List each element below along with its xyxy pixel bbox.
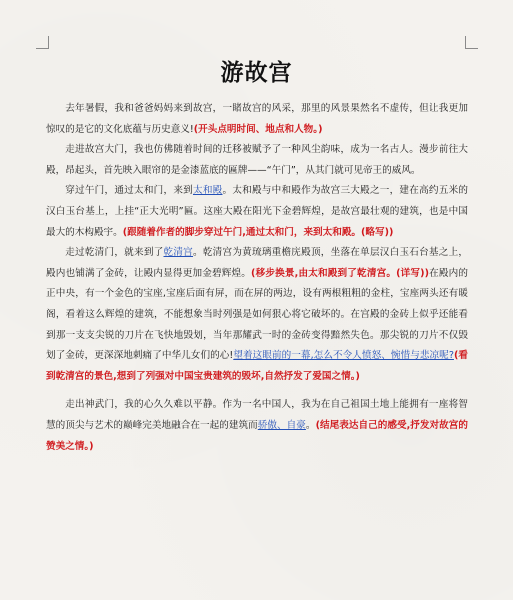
paragraph-2 (46, 140, 468, 181)
paragraph-4-text-before: 走过乾清门，就来到了 (65, 247, 164, 259)
paragraph-1 (46, 99, 468, 140)
annotation-3: (跟随着作者的脚步穿过午门,通过太和门，来到太和殿。(略写)) (122, 226, 394, 238)
link-proud[interactable]: 骄傲、自豪 (257, 419, 306, 431)
paragraph-3 (46, 181, 468, 243)
essay-body (46, 99, 468, 457)
paragraph-3-text-after: 。太和殿与中和殿作为故宫三大殿之一，建在高约五米的汉白玉台基上，上挂“正大光明”匾。这座大殿在阳光下金碧辉煌，是故宫最壮观的建筑，也是中国最大的木构殿宇。 (46, 185, 469, 238)
link-qianqing-palace[interactable]: 乾清宫 (163, 247, 193, 259)
paragraph-5-text-after: 。 (305, 419, 316, 431)
paragraph-5-text-before: 走出神武门，我的心久久难以平静。作为一名中国人，我为在自己祖国土地上能拥有一座将智慧的顶尖与艺术的巅峰完美地融合在一起的建筑而 (46, 399, 468, 431)
annotation-4: (移步换景,由太和殿到了乾清宫。(详写)) (251, 267, 429, 279)
paragraph-4 (46, 243, 468, 387)
annotation-1: (开头点明时间、地点和人物。) (193, 123, 323, 135)
margin-corner-mark-top-left (36, 36, 49, 49)
paragraph-5 (46, 395, 468, 457)
paragraph-4-text-more: 在殿内的正中央，有一个金色的宝座,宝座后面有屏，而在屏的两边，设有两根粗粗的金柱，宝座两头还有暖阁，看着这么辉煌的建筑，不能想象当时列强是如何狠心将它破坏的。在宫殿的金砖上似乎还能看到那一支支尖锐的刀片在飞快地毁划，当年那耀武一时的金砖变得黯然失色。那尖锐的刀片不仅毁划了金砖，更深深地刺痛了中华儿女们的心! (46, 267, 469, 362)
paragraph-2-text: 走进故宫大门，我也仿佛随着时间的迁移被赋予了一种风尘韵味，成为一名古人。漫步前往大殿，昂起头，首先映入眼帘的是金漆蓝底的匾牌——“午门”，从其门就可见帝王的威风。 (46, 144, 468, 176)
paragraph-3-text-before: 穿过午门，通过太和门，来到 (65, 185, 193, 197)
link-taihe-hall[interactable]: 太和殿 (192, 185, 223, 197)
annotation-4b: (看到乾清宫的景色,想到了列强对中国宝贵建筑的毁坏,自然抒发了爱国之情。) (46, 350, 468, 382)
paragraph-4-text-after: 。乾清宫为黄琉璃重檐庑殿顶，坐落在单层汉白玉石台基之上，殿内也铺满了金砖，让殿内显得更加金碧辉煌。 (46, 247, 469, 279)
essay-title: 游故宫 (220, 60, 293, 86)
link-rhetorical-question[interactable]: 望着这眼前的一幕,怎么不令人愤怒、惋惜与悲凉呢? (233, 350, 454, 362)
annotation-5: (结尾表达自己的感受,抒发对故宫的赞美之情。) (46, 419, 469, 452)
margin-corner-mark-top-right (465, 36, 478, 49)
paragraph-1-text: 去年暑假，我和爸爸妈妈来到故宫，一睹故宫的风采，那里的风景果然名不虚传，但让我更加惊叹的是它的文化底蕴与历史意义! (46, 103, 468, 135)
